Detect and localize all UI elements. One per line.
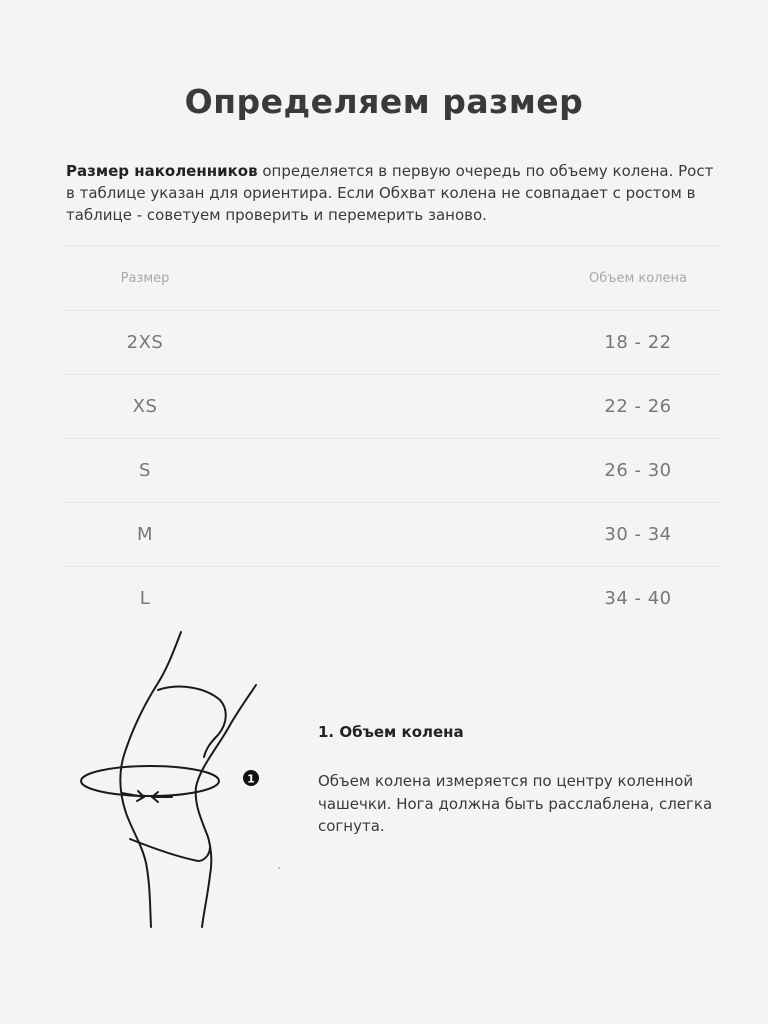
size-cell: 2XS [126,332,164,353]
size-cell: M [136,524,154,545]
header-knee-volume: Объем колена [589,270,687,286]
knee-measurement-illustration [70,625,300,935]
size-cell: L [139,588,151,609]
marker-number: 1 [247,772,255,786]
volume-cell: 30 - 34 [604,524,672,545]
leg-left-outline [120,632,181,927]
table-row [64,566,720,630]
intro-bold: Размер наколенников [66,162,258,180]
table-row [64,310,720,374]
page-title: Определяем размер [184,82,584,121]
header-size: Размер [120,270,170,286]
measure-title: 1. Объем колена [318,723,464,741]
size-cell: S [139,460,151,481]
volume-cell: 22 - 26 [604,396,672,417]
volume-cell: 26 - 30 [604,460,672,481]
table-row [64,502,720,566]
size-table [64,245,720,630]
table-header-row [64,245,720,310]
volume-cell: 34 - 40 [604,588,672,609]
table-row [64,374,720,438]
measure-description: Объем колена измеряется по центру коленной чашечки. Нога должна быть расслаблена, слегка согнута. [318,772,713,835]
tiny-dot [278,867,280,869]
volume-cell: 18 - 22 [604,332,672,353]
table-row [64,438,720,502]
intro-text [66,160,716,226]
intro-rest: определяется в первую очередь по объему колена. Рост в таблице указан для ориентира. Если Обхват колена не совпадает с ростом в таблице - советуем проверить и перемерить заново. [66,162,714,224]
size-cell: XS [132,396,158,417]
